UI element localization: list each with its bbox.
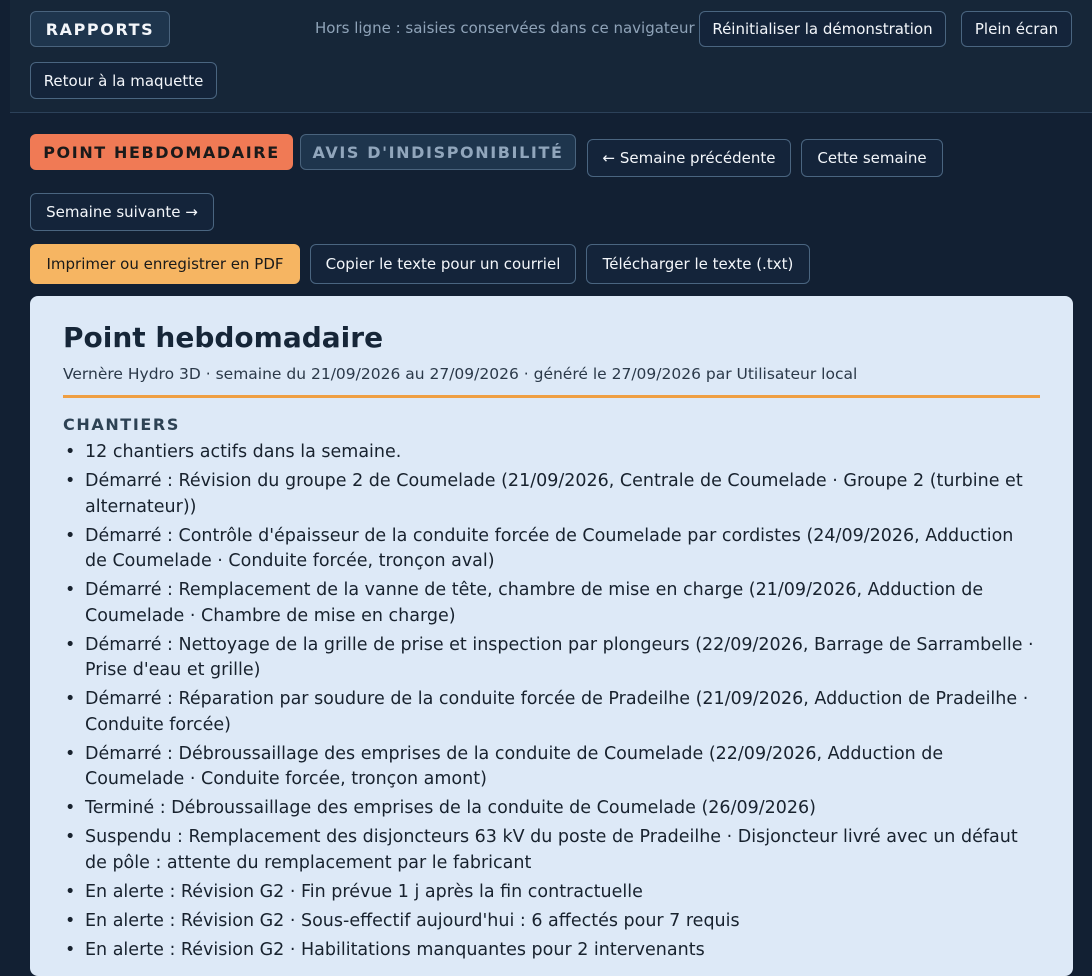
bullet-icon: • (65, 634, 76, 655)
list-item-text: Terminé : Débroussaillage des emprises de la conduite de Coumelade (26/09/2026) (85, 798, 816, 818)
list-item (63, 909, 1040, 935)
list-item-text: En alerte : Révision G2 · Fin prévue 1 j après la fin contractuelle (85, 881, 643, 902)
list-item-text: Démarré : Nettoyage de la grille de prise et inspection par plongeurs (22/09/2026, Barrage de Sarrambelle · Prise d'eau et grille) (85, 634, 1034, 680)
list-item-text: 12 chantiers actifs dans la semaine. (85, 442, 402, 462)
section-heading-chantiers: CHANTIERS (63, 415, 180, 434)
list-item (63, 938, 1040, 964)
list-item-text: Démarré : Remplacement de la vanne de tête, chambre de mise en charge (21/09/2026, Adduction de Coumelade · Chambre de mise en charge) (85, 580, 984, 626)
bullet-icon: • (65, 525, 76, 546)
bullet-icon: • (65, 743, 76, 764)
list-item-text: Démarré : Débroussaillage des emprises de la conduite de Coumelade (22/09/2026, Adduction de Coumelade · Conduite forcée, tronçon amont) (85, 743, 944, 789)
reset-demo-button[interactable]: Réinitialiser la démonstration (699, 11, 946, 47)
bullet-icon: • (65, 910, 76, 931)
current-week-button[interactable]: Cette semaine (801, 139, 943, 177)
weekly-report-panel (30, 296, 1073, 976)
bullet-icon: • (65, 442, 76, 462)
bullet-icon: • (65, 471, 76, 491)
list-item-text: Démarré : Réparation par soudure de la conduite forcée de Pradeilhe (21/09/2026, Adduction de Pradeilhe · Conduite forcée) (85, 689, 1029, 735)
report-subtitle: Vernère Hydro 3D · semaine du 21/09/2026 au 27/09/2026 · généré le 27/09/2026 par Utilisateur local (63, 365, 858, 383)
list-item-text: Suspendu : Remplacement des disjoncteurs 63 kV du poste de Pradeilhe · Disjoncteur livré avec un défaut de pôle : attente du remplacement par le fabricant (85, 827, 1018, 873)
list-item (63, 796, 1040, 822)
bullet-icon: • (65, 580, 76, 600)
list-item (63, 687, 1040, 738)
list-item-text: En alerte : Révision G2 · Sous-effectif aujourd'hui : 6 affectés pour 7 requis (85, 910, 740, 931)
download-text-button[interactable]: Télécharger le texte (.txt) (586, 244, 810, 284)
fullscreen-button[interactable]: Plein écran (961, 11, 1072, 47)
bullet-icon: • (65, 939, 76, 960)
bullet-icon: • (65, 827, 76, 847)
list-item (63, 633, 1040, 684)
list-item-text: Démarré : Contrôle d'épaisseur de la conduite forcée de Coumelade par cordistes (24/09/2026, Adduction de Coumelade · Conduite forcée, tronçon aval) (85, 525, 1014, 571)
list-item (63, 440, 1040, 466)
chantiers-list (63, 440, 1040, 963)
next-week-button[interactable]: Semaine suivante → (30, 193, 214, 231)
list-item (63, 578, 1040, 629)
list-item (63, 880, 1040, 906)
report-title: Point hebdomadaire (63, 321, 384, 354)
previous-week-button[interactable]: ← Semaine précédente (587, 139, 791, 177)
list-item (63, 469, 1040, 520)
bullet-icon: • (65, 798, 76, 818)
section-label: RAPPORTS (30, 11, 170, 47)
list-item (63, 524, 1040, 575)
report-divider (63, 395, 1040, 398)
offline-status-text: Hors ligne : saisies conservées dans ce navigateur (315, 19, 695, 37)
list-item-text: En alerte : Révision G2 · Habilitations manquantes pour 2 intervenants (85, 939, 705, 960)
list-item (63, 742, 1040, 793)
tab-weekly-report[interactable]: POINT HEBDOMADAIRE (30, 134, 293, 170)
tab-unavailability-notice[interactable]: AVIS D'INDISPONIBILITÉ (300, 134, 576, 170)
bullet-icon: • (65, 881, 76, 902)
list-item-text: Démarré : Révision du groupe 2 de Coumelade (21/09/2026, Centrale de Coumelade · Groupe 2 (turbine et alternateur)) (85, 471, 1023, 517)
back-to-mockup-button[interactable]: Retour à la maquette (30, 62, 217, 99)
bullet-icon: • (65, 689, 76, 709)
copy-email-text-button[interactable]: Copier le texte pour un courriel (310, 244, 576, 284)
list-item (63, 825, 1040, 876)
print-pdf-button[interactable]: Imprimer ou enregistrer en PDF (30, 244, 300, 284)
